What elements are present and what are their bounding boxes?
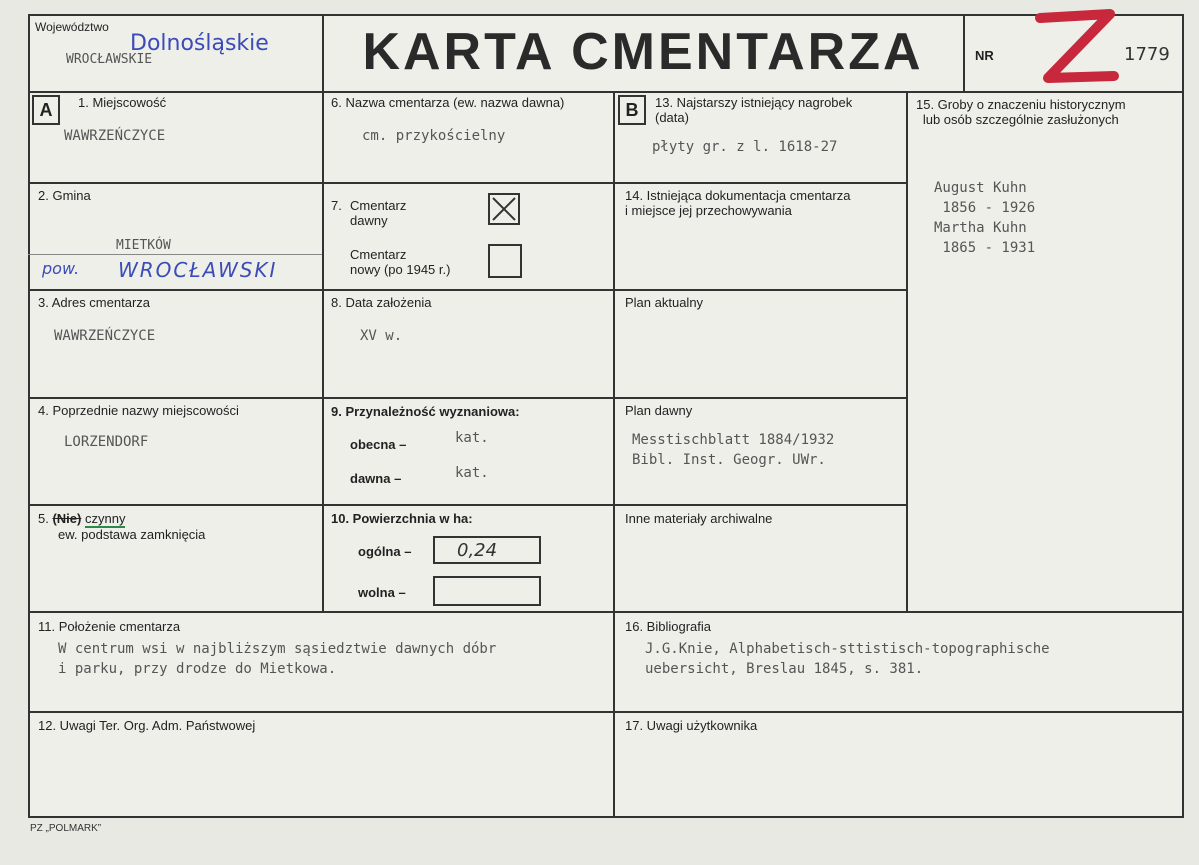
row-divider-5: [28, 611, 1184, 613]
field-11-value: W centrum wsi w najbliższym sąsiedztwie dawnych dóbr i parku, przy drodze do Mietkowa.: [58, 641, 497, 677]
plan-aktualny-label: Plan aktualny: [625, 295, 704, 310]
plan-dawny-value: Messtischblatt 1884/1932 Bibl. Inst. Geogr. UWr.: [632, 432, 835, 468]
field-15-value: August Kuhn 1856 - 1926 Martha Kuhn 1865 - 1931: [934, 180, 1036, 256]
nr-label: NR: [975, 48, 994, 63]
field-1-value: WAWRZEŃCZYCE: [64, 128, 166, 144]
field-3-label: 3. Adres cmentarza: [38, 295, 150, 310]
field-2-label: 2. Gmina: [38, 188, 91, 203]
header-col-1: [322, 14, 324, 92]
header-divider: [28, 91, 1184, 93]
field-13-label: 13. Najstarszy istniejący nagrobek (data): [655, 95, 853, 125]
footer-publisher: PZ „POLMARK”: [30, 823, 102, 834]
field-5-nie: (Nie): [52, 511, 82, 526]
field-16-value: J.G.Knie, Alphabetisch-sttistisch-topographische uebersicht, Breslau 1845, s. 381.: [645, 641, 1050, 677]
field-5-line2: ew. podstawa zamknięcia: [58, 527, 206, 542]
col-divider-3: [906, 91, 908, 611]
col-divider-1: [322, 91, 324, 611]
voivodeship-label: Województwo: [35, 20, 109, 34]
field-8-value: XV w.: [360, 328, 403, 344]
field-10-ogolna-label: ogólna –: [358, 544, 412, 559]
checkbox-dawny[interactable]: [488, 193, 520, 225]
field-1-label: 1. Miejscowość: [78, 95, 167, 110]
field-5-prefix: 5.: [38, 511, 49, 526]
field-5-czynny: czynny: [84, 511, 126, 526]
col-divider-2: [613, 91, 615, 818]
field-2-value: MIETKÓW: [116, 238, 171, 253]
page-title: KARTA CMENTARZA: [362, 23, 924, 81]
header-col-2: [963, 14, 965, 92]
plan-dawny-label: Plan dawny: [625, 403, 693, 418]
field-15-label: 15. Groby o znaczeniu historycznym lub osób szczególnie zasłużonych: [916, 97, 1126, 127]
field-10-ogolna-value: 0,24: [457, 540, 498, 561]
red-z-mark: [1030, 6, 1120, 91]
voivodeship-stamp: Dolnośląskie: [130, 31, 269, 56]
field-9-dawna-label: dawna –: [350, 471, 402, 486]
field-6-label: 6. Nazwa cmentarza (ew. nazwa dawna): [331, 95, 565, 110]
field-3-value: WAWRZEŃCZYCE: [54, 328, 156, 344]
field-10-ogolna-box[interactable]: [433, 536, 541, 564]
field-13-value: płyty gr. z l. 1618-27: [652, 139, 838, 155]
field-16-label: 16. Bibliografia: [625, 619, 711, 634]
field-10-wolna-box[interactable]: [433, 576, 541, 606]
field-2-hand-value: WROCŁAWSKI: [118, 258, 278, 282]
field-7-nowy-label: Cmentarz nowy (po 1945 r.): [350, 247, 451, 277]
inne-materialy-label: Inne materiały archiwalne: [625, 511, 773, 526]
field-6-value: cm. przykościelny: [362, 128, 506, 144]
field-9-label: 9. Przynależność wyznaniowa:: [331, 404, 520, 419]
field-2-hand-prefix: pow.: [42, 259, 80, 278]
voivodeship-typed: WROCŁAWSKIE: [66, 52, 153, 67]
field-17-label: 17. Uwagi użytkownika: [625, 718, 758, 733]
gmina-underline: [28, 254, 322, 255]
row-divider-4: [28, 504, 906, 506]
nr-value: 1779: [1124, 44, 1170, 65]
checkbox-nowy[interactable]: [488, 244, 522, 278]
section-b-box: B: [618, 95, 646, 125]
row-divider-1: [28, 182, 906, 184]
field-10-label: 10. Powierzchnia w ha:: [331, 511, 473, 526]
row-divider-2: [28, 289, 906, 291]
row-divider-3: [28, 397, 906, 399]
field-8-label: 8. Data założenia: [331, 295, 432, 310]
field-7-dawny-label: Cmentarz dawny: [350, 198, 407, 228]
field-7-number: 7.: [331, 198, 342, 213]
field-11-label: 11. Położenie cmentarza: [38, 619, 181, 634]
field-14-label: 14. Istniejąca dokumentacja cmentarza i miejsce jej przechowywania: [625, 188, 851, 218]
field-4-value: LORZENDORF: [64, 434, 149, 450]
field-9-obecna-value: kat.: [455, 430, 489, 446]
field-10-wolna-label: wolna –: [358, 585, 406, 600]
section-a-box: A: [32, 95, 60, 125]
field-5-label: [38, 511, 125, 526]
field-9-dawna-value: kat.: [455, 465, 489, 481]
row-divider-6: [28, 711, 1184, 713]
x-mark-icon: [490, 195, 518, 223]
field-4-label: 4. Poprzednie nazwy miejscowości: [38, 403, 239, 418]
field-12-label: 12. Uwagi Ter. Org. Adm. Państwowej: [38, 718, 256, 733]
field-9-obecna-label: obecna –: [350, 437, 407, 452]
